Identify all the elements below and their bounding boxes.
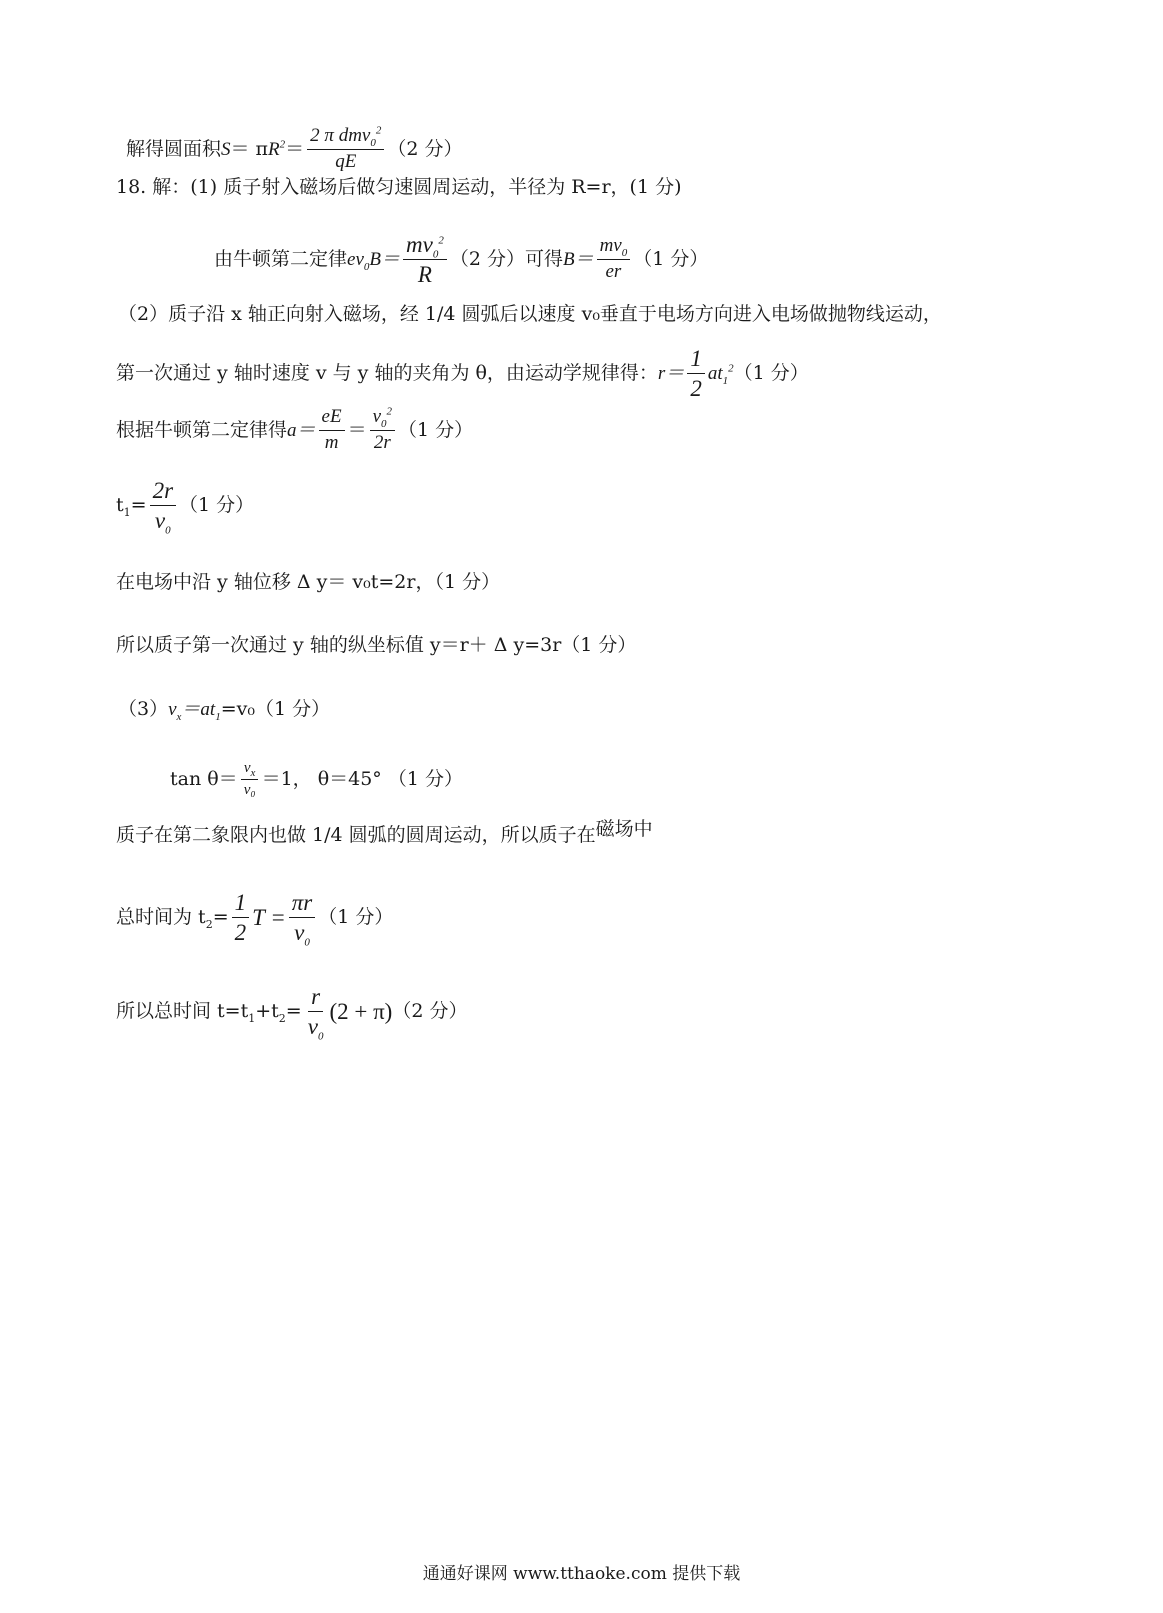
second-quadrant-line: 质子在第二象限内也做 1/4 圆弧的圆周运动，所以质子在 磁场中 <box>116 818 653 846</box>
fraction: $\frac{1}{2}$ <box>687 346 705 402</box>
text: 解得圆面积 <box>126 137 222 160</box>
t1-line: $t_1$ = $\frac{2r}{v_0}$ （1 分） <box>116 478 255 537</box>
fraction: $\frac{r}{v_0}$ <box>307 984 324 1043</box>
part2-intro: （2）质子沿 x 轴正向射入磁场，经 1/4 圆弧后以速度 v₀垂直于电场方向进入电场做抛物线运动， <box>118 303 942 325</box>
total-time-magnetic-line: 总时间为 $t_2$ = $\frac{1}{2}$ T = $\frac{\pi r}{v_0}$ （1 分） <box>116 890 394 949</box>
coordinate-line: 所以质子第一次通过 y 轴的纵坐标值 y＝r＋ Δ y=3r（1 分） <box>116 634 637 656</box>
fraction: $\frac{mv_0}{er}$ <box>597 236 631 283</box>
fraction: $\frac{\pi r}{v_0}$ <box>289 890 315 946</box>
fraction: $\frac{v_x}{\text{v₀}}$ <box>241 760 259 798</box>
tan-line: tan θ＝ $\frac{v_x}{\text{v₀}}$ ＝1， θ＝45° （1 分） <box>170 760 463 798</box>
fraction: $\frac{2 \pi dmv_0^2}{qE}$ <box>307 126 384 173</box>
fraction: $\frac{2r}{v_0}$ <box>150 478 176 534</box>
displacement-line: 在电场中沿 y 轴位移 Δ y＝ v₀t=2r，（1 分） <box>116 571 501 593</box>
page-footer: 通通好课网 www.tthaoke.com 提供下载 <box>422 1564 741 1584</box>
fraction: $\frac{1}{2}$ <box>232 890 250 946</box>
fraction: $\frac{eE}{m}$ <box>319 407 345 454</box>
part3-line: （3） $v_x$ $=at_1$ =v₀（1 分） <box>118 698 331 723</box>
fraction: $\frac{v_0^2}{2r}$ <box>370 407 395 454</box>
text: ＝ <box>285 137 305 160</box>
acceleration-line: 根据牛顿第二定律得 a＝ $\frac{eE}{m}$ ＝ $\frac{v_0^2}{2r}$ （1 分） <box>116 405 474 453</box>
problem-18-part1: 18. 解：(1) 质子射入磁场后做匀速圆周运动，半径为 R=r，(1 分) <box>116 176 682 198</box>
solution-area-line <box>126 126 463 173</box>
kinematics-line: 第一次通过 y 轴时速度 v 与 y 轴的夹角为 θ，由运动学规律得： r＝ $\frac{1}{2}$ $at_1^2$ （1 分） <box>116 346 809 402</box>
newton-law-line: 由牛顿第二定律 $ev_0$ B＝ $\frac{mv_0^2}{R}$ （2 分）可得 B＝ $\frac{mv_0}{er}$ （1 分） <box>214 232 709 288</box>
total-time-line: 所以总时间 $t=t_1$ $+t_2$ = $\frac{r}{v_0}$ (2 + π) （2 分） <box>116 984 468 1043</box>
text: ＝ π <box>230 137 269 160</box>
score: （2 分） <box>387 137 463 160</box>
fraction: $\frac{mv_0^2}{R}$ <box>403 232 447 288</box>
var-r: $R^2$ <box>268 138 286 160</box>
var-s: S <box>221 138 231 160</box>
